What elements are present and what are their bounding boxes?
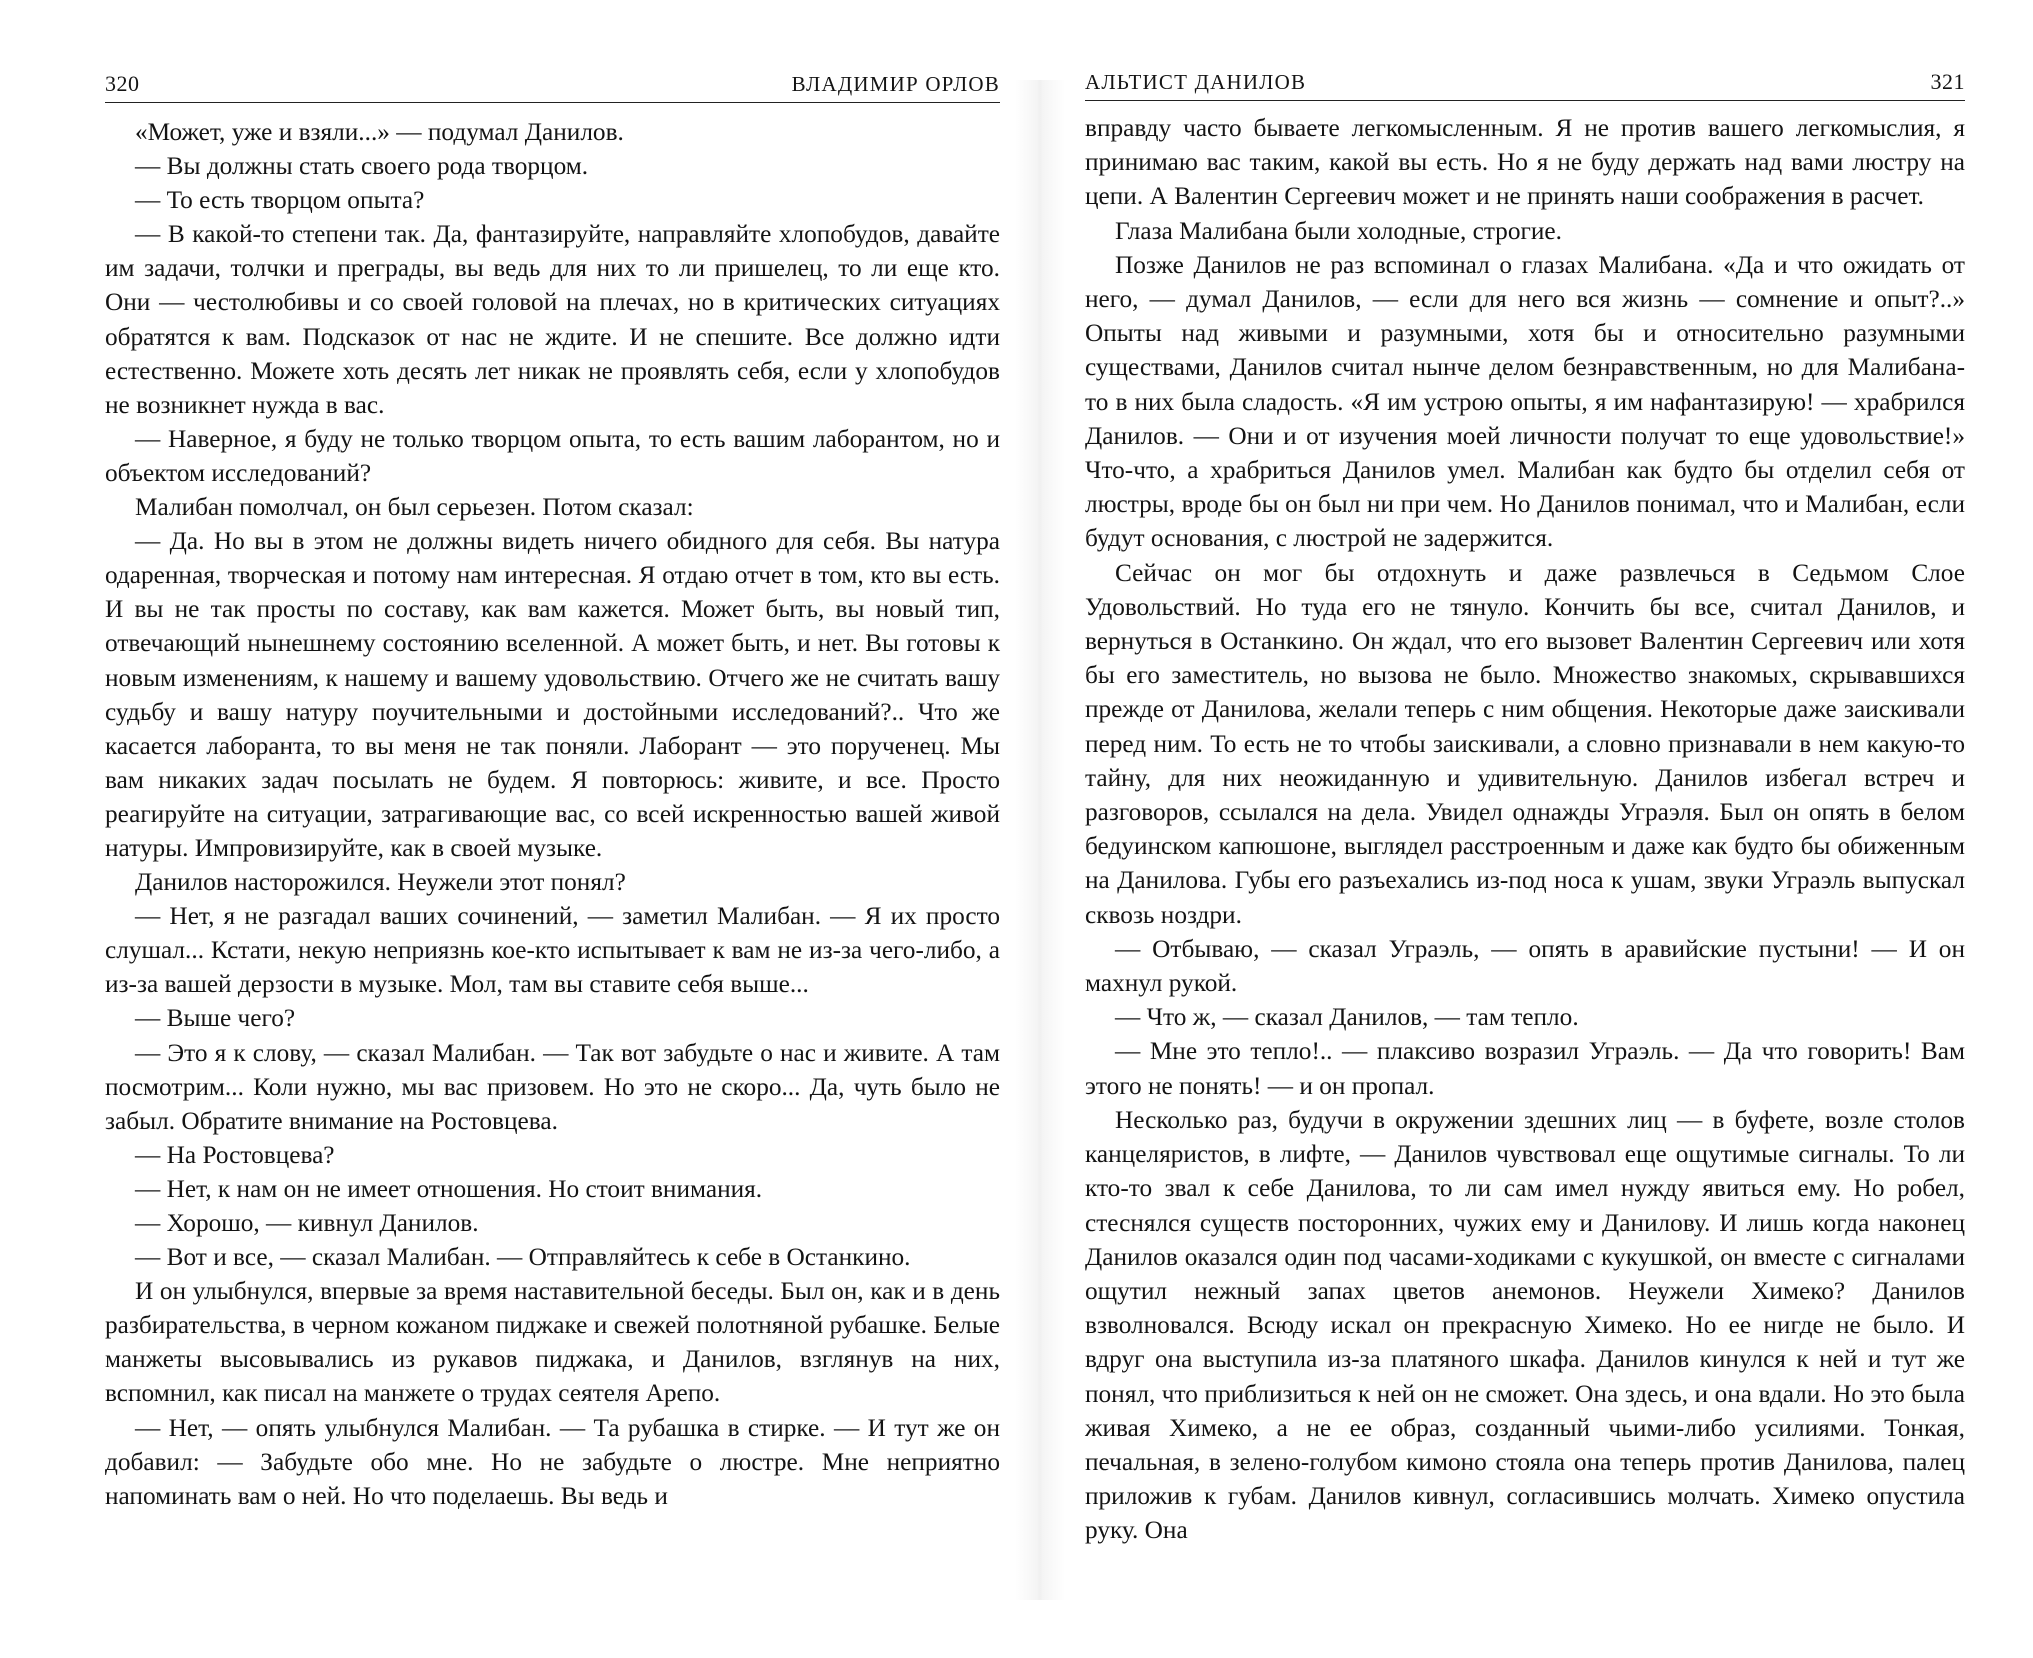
paragraph: — Мне это тепло!.. — плаксиво возразил Уграэль. — Да что говорить! Вам этого не понять! — и он пропал. — [1085, 1037, 1965, 1100]
left-page-text — [105, 115, 1000, 1513]
paragraph: — В какой-то степени так. Да, фантазируйте, направляйте хлопобудов, давайте им задачи, толчки и преграды, вы ведь для них то ли пришелец, то ли еще кто. Они — честолюбивы и со своей головой на плечах, но в критических ситуациях обратятся к вам. Подсказок от нас не ждите. И не спешите. Все должно идти естественно. Можете хоть десять лет никак не проявлять себя, если у хлопобудов не возникнет нужда в вас. — [105, 220, 1000, 419]
left-page — [105, 60, 1000, 1513]
paragraph: Позже Данилов не раз вспоминал о глазах Малибана. «Да и что ожидать от него, — думал Данилов, — если для него вся жизнь — сомнение и опыт?..» Опыты над живыми и разумными, хотя бы и относительно разумными существами, Данилов считал нынче делом безнравственным, но для Малибана-то в них была сладость. «Я им устрою опыты, я им нафантазирую! — храбрился Данилов. — Они и от изучения моей личности получат то еще удовольствие!» Что-что, а храбриться Данилов умел. Малибан как будто бы отделил себя от люстры, вроде бы он был ни при чем. Но Данилов понимал, что и Малибан, если будут основания, с люстрой не задержится. — [1085, 250, 1965, 553]
paragraph: Данилов насторожился. Неужели этот понял? — [135, 868, 626, 897]
paragraph: Глаза Малибана были холодные, строгие. — [1115, 216, 1562, 245]
right-running-head: АЛЬТИСТ ДАНИЛОВ — [1085, 70, 1307, 94]
paragraph: Малибан помолчал, он был серьезен. Потом сказал: — [135, 493, 694, 522]
right-page — [1085, 58, 1965, 1548]
paragraph: Сейчас он мог бы отдохнуть и даже развлечься в Седьмом Слое Удовольствий. Но туда его не тянуло. Кончить бы все, считал Данилов, и вернуться в Останкино. Он ждал, что его вызовет Валентин Сергеевич или хотя бы его заместитель, но вызова не было. Множество знакомых, скрывавшихся прежде от Данилова, желали теперь с ним общения. Некоторые даже заискивали перед ним. То есть не то чтобы заискивали, а словно признавали в нем какую-то тайну, для них неожиданную и удивительную. Данилов избегал встреч и разговоров, ссылался на дела. Увидел однажды Уграэля. Был он опять в белом бедуинском капюшоне, выглядел расстроенным и даже как будто бы обиженным на Данилова. Губы его разъехались из-под носа к ушам, звуки Уграэль выпускал сквозь ноздри. — [1085, 558, 1965, 929]
paragraph: — Хорошо, — кивнул Данилов. — [135, 1209, 479, 1237]
paragraph: — Да. Но вы в этом не должны видеть ничего обидного для себя. Вы натура одаренная, творческая и потому нам интересная. Я отдаю отчет в том, кто вы есть. И вы не так просты по составу, как вам кажется. Может быть, вы новый тип, отвечающий нынешнему состоянию вселенной. А может быть, и нет. Вы готовы к новым изменениям, к нашему и вашему удовольствию. Отчего же не считать вашу судьбу и вашу натуру поучительными и достойными исследований?.. Что же касается лаборанта, то вы меня не так поняли. Лаборант — это порученец. Мы вам никаких задач посылать не будем. Я повторюсь: живите, и все. Просто реагируйте на ситуации, затрагивающие вас, со всей искренностью вашей живой натуры. Импровизируйте, как в своей музыке. — [105, 527, 1000, 862]
left-running-head: ВЛАДИМИР ОРЛОВ — [791, 72, 1000, 96]
paragraph: — Нет, я не разгадал ваших сочинений, — заметил Малибан. — Я их просто слушал... Кстати, некую неприязнь кое-кто испытывает к вам не из-за чего-либо, а из-за вашей дерзости в музыке. Мол, там вы ставите себя выше... — [105, 902, 1000, 999]
paragraph: — Нет, к нам он не имеет отношения. Но стоит внимания. — [135, 1174, 763, 1203]
left-page-header — [105, 60, 1000, 103]
paragraph: Несколько раз, будучи в окружении здешних лиц — в буфете, возле столов канцеляристов, в лифте, — Данилов чувствовал еще ощутимые сигналы. То ли кто-то звал к себе Данилова, то ли сам имел нужду явиться ему. Но робел, стеснялся существ посторонних, чужих ему и Данилову. И лишь когда наконец Данилов оказался один под часами-ходиками с кукушкой, он вместе с сигналами ощутил нежный запах цветов анемонов. Неужели Химеко? Данилов взволновался. Всюду искал он прекрасную Химеко. Но ее нигде не было. И вдруг она выступила из-за платяного шкафа. Данилов кинулся к ней и тут же понял, что приблизиться к ней он не сможет. Она здесь, и она вдали. Но это была живая Химеко, а не ее образ, созданный чьими-либо усилиями. Тонкая, печальная, в зелено-голубом кимоно стояла она теперь против Данилова, палец приложив к губам. Данилов кивнул, согласившись молчать. Химеко опустила руку. Она — [1085, 1105, 1965, 1545]
paragraph: И он улыбнулся, впервые за время наставительной беседы. Был он, как и в день разбирательства, в черном кожаном пиджаке и свежей полотняной рубашке. Белые манжеты высовывались из рукавов пиджака, и Данилов, взглянув на них, вспомнил, как писал на манжете о трудах сеятеля Арепо. — [105, 1277, 1000, 1408]
paragraph: — То есть творцом опыта? — [135, 186, 425, 215]
left-page-number: 320 — [105, 71, 140, 96]
paragraph: — Это я к слову, — сказал Малибан. — Так вот забудьте о нас и живите. А там посмотрим... Коли нужно, мы вас призовем. Но это не скоро... Да, чуть было не забыл. Обратите внимание на Ростовцева. — [105, 1038, 1000, 1135]
paragraph: — Наверное, я буду не только творцом опыта, то есть вашим лаборантом, но и объектом исследований? — [105, 424, 1000, 487]
paragraph: — Выше чего? — [135, 1004, 296, 1033]
paragraph: — Вот и все, — сказал Малибан. — Отправляйтесь к себе в Останкино. — [135, 1243, 911, 1272]
paragraph-continuation: вправду часто бываете легкомысленным. Я не против вашего легкомыслия, я принимаю вас таким, какой вы есть. Но я не буду держать над вами люстру на цепи. А Валентин Сергеевич может и не принять наши соображения в расчет. — [1085, 114, 1965, 211]
book-gutter-shadow — [1015, 80, 1065, 1600]
paragraph: — Нет, — опять улыбнулся Малибан. — Та рубашка в стирке. — И тут же он добавил: — Забудьте обо мне. Но не забудьте о люстре. Мне неприятно напоминать вам о ней. Но что поделаешь. Вы ведь и — [105, 1413, 1000, 1510]
right-page-header — [1085, 58, 1965, 101]
right-page-text — [1085, 111, 1965, 1548]
right-page-number: 321 — [1930, 69, 1965, 94]
paragraph: — Что ж, — сказал Данилов, — там тепло. — [1115, 1003, 1579, 1032]
paragraph: — На Ростовцева? — [135, 1140, 335, 1169]
paragraph: — Вы должны стать своего рода творцом. — [135, 152, 589, 181]
paragraph: «Может, уже и взяли...» — подумал Данилов. — [135, 118, 624, 146]
paragraph: — Отбываю, — сказал Уграэль, — опять в аравийские пустыни! — И он махнул рукой. — [1085, 934, 1965, 998]
